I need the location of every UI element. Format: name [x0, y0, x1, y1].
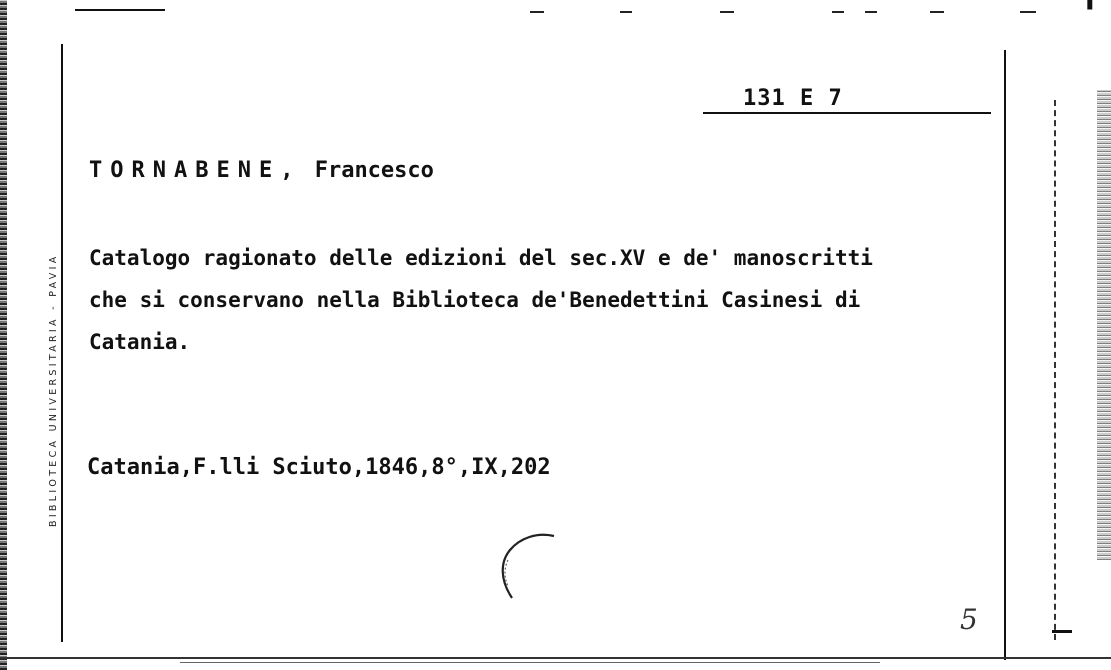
title-line: Catania. — [89, 330, 191, 354]
library-stamp: BIBLIOTECA UNIVERSITARIA - PAVIA — [48, 253, 59, 527]
author-surname: TORNABENE, — [89, 158, 302, 183]
top-dash — [832, 11, 844, 13]
top-dash — [1020, 11, 1036, 13]
card-left-border — [61, 44, 63, 642]
author-heading — [89, 158, 434, 183]
page-number: 5 — [960, 603, 978, 636]
top-dash — [720, 11, 734, 13]
scan-edge-left — [0, 0, 7, 670]
card-edge-dashed — [1054, 100, 1056, 640]
scan-edge-right — [1097, 90, 1111, 560]
top-dash — [620, 11, 632, 13]
card-right-border — [1004, 50, 1006, 660]
title-line: Catalogo ragionato delle edizioni del sec.XV e de' manoscritti — [89, 246, 873, 270]
corner-mark: ▘ — [1087, 0, 1097, 19]
card-bottom-shadow — [180, 662, 880, 663]
top-dash — [865, 11, 877, 13]
title-line: che si conservano nella Biblioteca de'Benedettini Casinesi di — [89, 288, 861, 312]
shelfmark: 131 E 7 — [703, 86, 991, 114]
imprint: Catania,F.lli Sciuto,1846,8°,IX,202 — [87, 455, 551, 480]
top-dash — [530, 11, 544, 13]
author-forename: Francesco — [314, 158, 434, 183]
card-bottom-border — [0, 657, 1111, 659]
top-dash — [930, 11, 944, 13]
top-rule — [75, 9, 165, 11]
tab-mark — [1052, 630, 1072, 647]
pencil-mark — [492, 530, 562, 605]
